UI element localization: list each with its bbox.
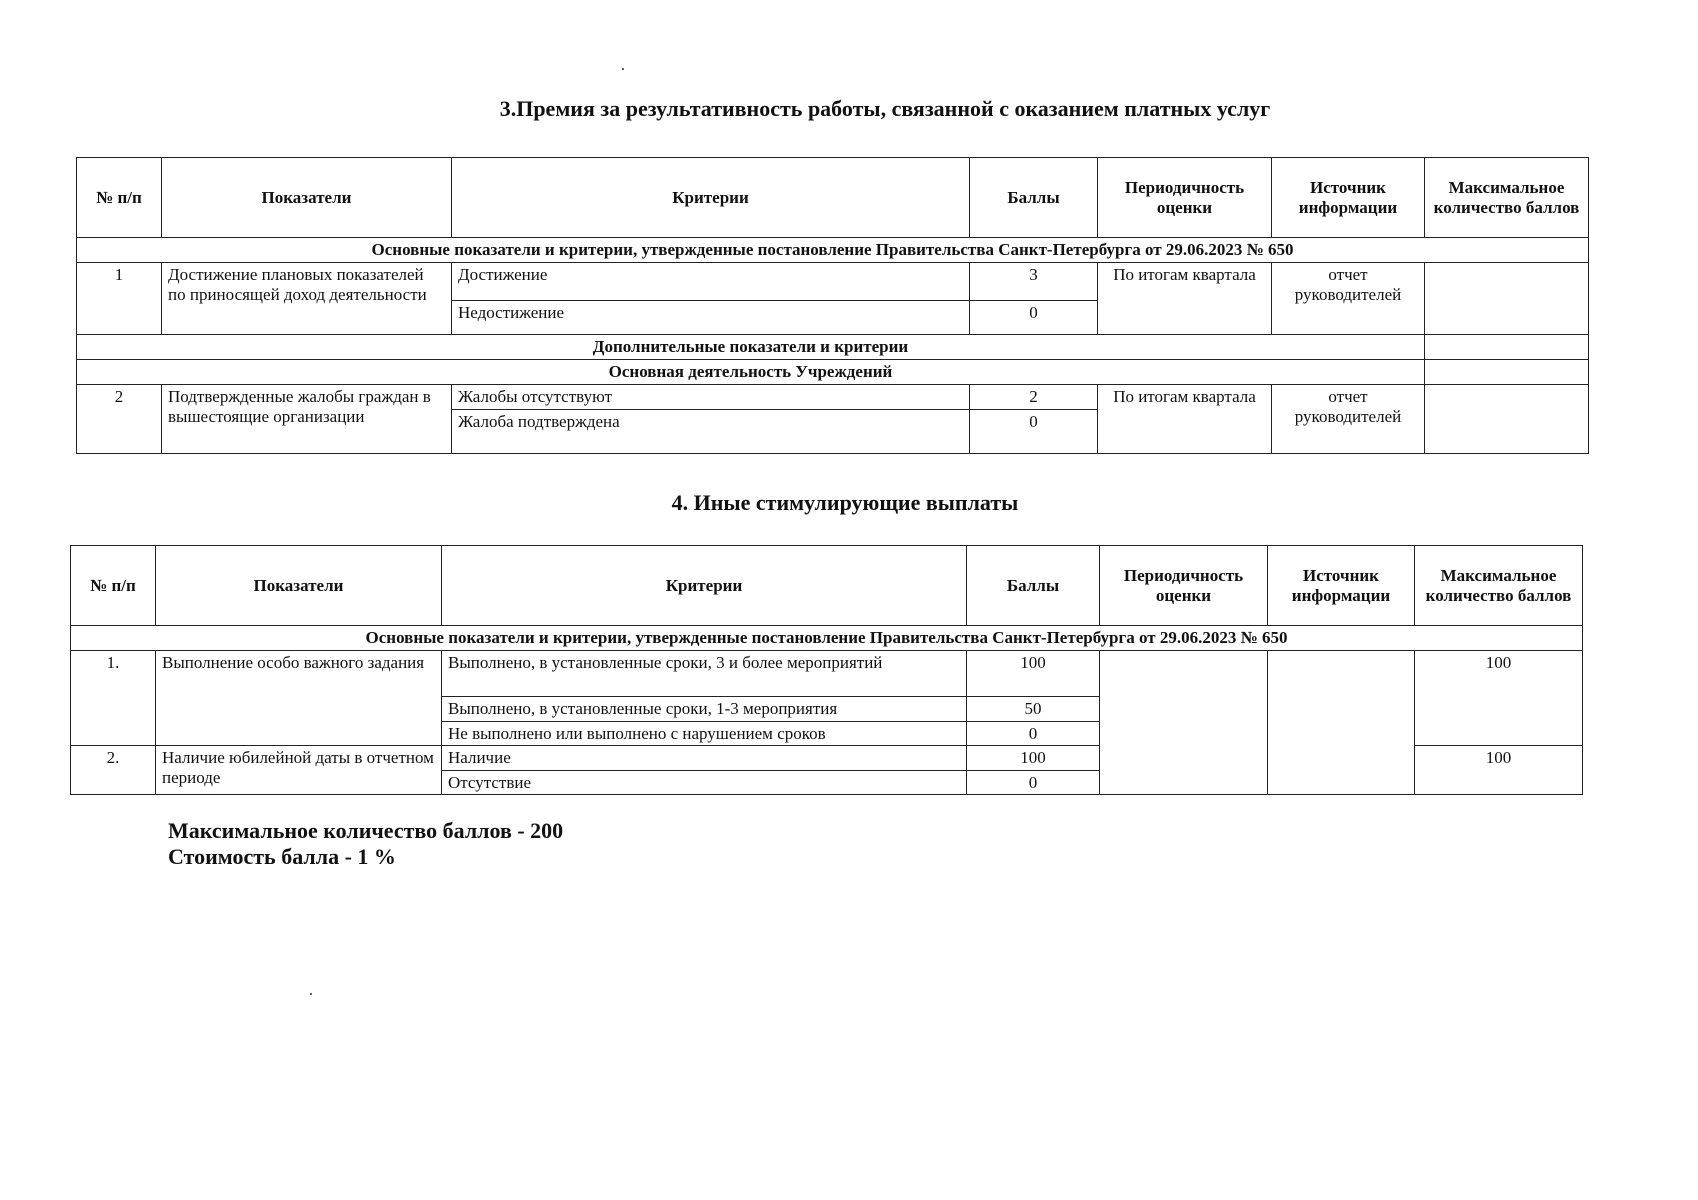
criteria-cell: Отсутствие bbox=[442, 770, 967, 795]
section-title-additional: Дополнительные показатели и критерии bbox=[77, 335, 1425, 360]
header-num: № п/п bbox=[77, 158, 162, 238]
max-cell: 100 bbox=[1415, 651, 1583, 746]
header-criteria: Критерии bbox=[452, 158, 970, 238]
table-row bbox=[71, 651, 1583, 697]
section4-table bbox=[70, 545, 1583, 795]
points-cell: 100 bbox=[967, 746, 1100, 771]
indicator-cell: Достижение плановых показателей по приносящей доход деятельности bbox=[162, 263, 452, 335]
header-num: № п/п bbox=[71, 546, 156, 626]
source-cell bbox=[1268, 651, 1415, 795]
section-title-main: Основные показатели и критерии, утвержденные постановление Правительства Санкт-Петербурга от 29.06.2023 № 650 bbox=[71, 626, 1583, 651]
header-points: Баллы bbox=[970, 158, 1098, 238]
max-cell: 100 bbox=[1415, 746, 1583, 795]
period-cell: По итогам квартала bbox=[1098, 385, 1272, 454]
criteria-cell: Достижение bbox=[452, 263, 970, 301]
criteria-cell: Выполнено, в установленные сроки, 3 и более мероприятий bbox=[442, 651, 967, 697]
section-title-main: Основные показатели и критерии, утвержденные постановление Правительства Санкт-Петербурга от 29.06.2023 № 650 bbox=[77, 238, 1589, 263]
table-row bbox=[77, 263, 1589, 301]
criteria-cell: Жалобы отсутствуют bbox=[452, 385, 970, 410]
points-cell: 3 bbox=[970, 263, 1098, 301]
indicator-cell: Выполнение особо важного задания bbox=[156, 651, 442, 746]
section-row-activity bbox=[77, 360, 1589, 385]
max-cell bbox=[1425, 263, 1589, 335]
source-cell: отчет руководителей bbox=[1272, 263, 1425, 335]
header-max: Максимальное количество баллов bbox=[1425, 158, 1589, 238]
section-row-main bbox=[77, 238, 1589, 263]
section-row-empty-cell bbox=[1425, 360, 1589, 385]
max-cell bbox=[1425, 385, 1589, 454]
header-row bbox=[71, 546, 1583, 626]
row-number: 1 bbox=[77, 263, 162, 335]
points-cell: 0 bbox=[970, 301, 1098, 335]
section3-table bbox=[76, 157, 1589, 454]
indicator-cell: Наличие юбилейной даты в отчетном периоде bbox=[156, 746, 442, 795]
header-max: Максимальное количество баллов bbox=[1415, 546, 1583, 626]
row-number: 2. bbox=[71, 746, 156, 795]
criteria-cell: Не выполнено или выполнено с нарушением сроков bbox=[442, 721, 967, 746]
points-cell: 0 bbox=[967, 770, 1100, 795]
criteria-cell: Выполнено, в установленные сроки, 1-3 мероприятия bbox=[442, 697, 967, 722]
points-cell: 0 bbox=[967, 721, 1100, 746]
criteria-cell: Жалоба подтверждена bbox=[452, 409, 970, 453]
header-row bbox=[77, 158, 1589, 238]
summary-block bbox=[168, 818, 563, 870]
header-indicators: Показатели bbox=[162, 158, 452, 238]
points-cell: 2 bbox=[970, 385, 1098, 410]
section-row-additional bbox=[77, 335, 1589, 360]
section-row-empty-cell bbox=[1425, 335, 1589, 360]
header-points: Баллы bbox=[967, 546, 1100, 626]
scan-speck bbox=[622, 68, 624, 70]
row-number: 1. bbox=[71, 651, 156, 746]
header-criteria: Критерии bbox=[442, 546, 967, 626]
period-cell bbox=[1100, 651, 1268, 795]
period-cell: По итогам квартала bbox=[1098, 263, 1272, 335]
indicator-cell: Подтвержденные жалобы граждан в вышестоящие организации bbox=[162, 385, 452, 454]
section-title-activity: Основная деятельность Учреждений bbox=[77, 360, 1425, 385]
scan-speck bbox=[310, 993, 312, 995]
points-cell: 100 bbox=[967, 651, 1100, 697]
section-row-main bbox=[71, 626, 1583, 651]
header-period: Периодичность оценки bbox=[1098, 158, 1272, 238]
criteria-cell: Наличие bbox=[442, 746, 967, 771]
header-indicators: Показатели bbox=[156, 546, 442, 626]
row-number: 2 bbox=[77, 385, 162, 454]
section4-title: 4. Иные стимулирующие выплаты bbox=[671, 490, 1019, 515]
table-row bbox=[77, 385, 1589, 410]
source-cell: отчет руководителей bbox=[1272, 385, 1425, 454]
points-cell: 0 bbox=[970, 409, 1098, 453]
header-source: Источник информации bbox=[1272, 158, 1425, 238]
summary-point-cost: Стоимость балла - 1 % bbox=[168, 844, 396, 869]
header-source: Источник информации bbox=[1268, 546, 1415, 626]
points-cell: 50 bbox=[967, 697, 1100, 722]
criteria-cell: Недостижение bbox=[452, 301, 970, 335]
header-period: Периодичность оценки bbox=[1100, 546, 1268, 626]
section3-title: 3.Премия за результативность работы, связанной с оказанием платных услуг bbox=[499, 96, 1271, 121]
summary-max-points: Максимальное количество баллов - 200 bbox=[168, 818, 564, 843]
